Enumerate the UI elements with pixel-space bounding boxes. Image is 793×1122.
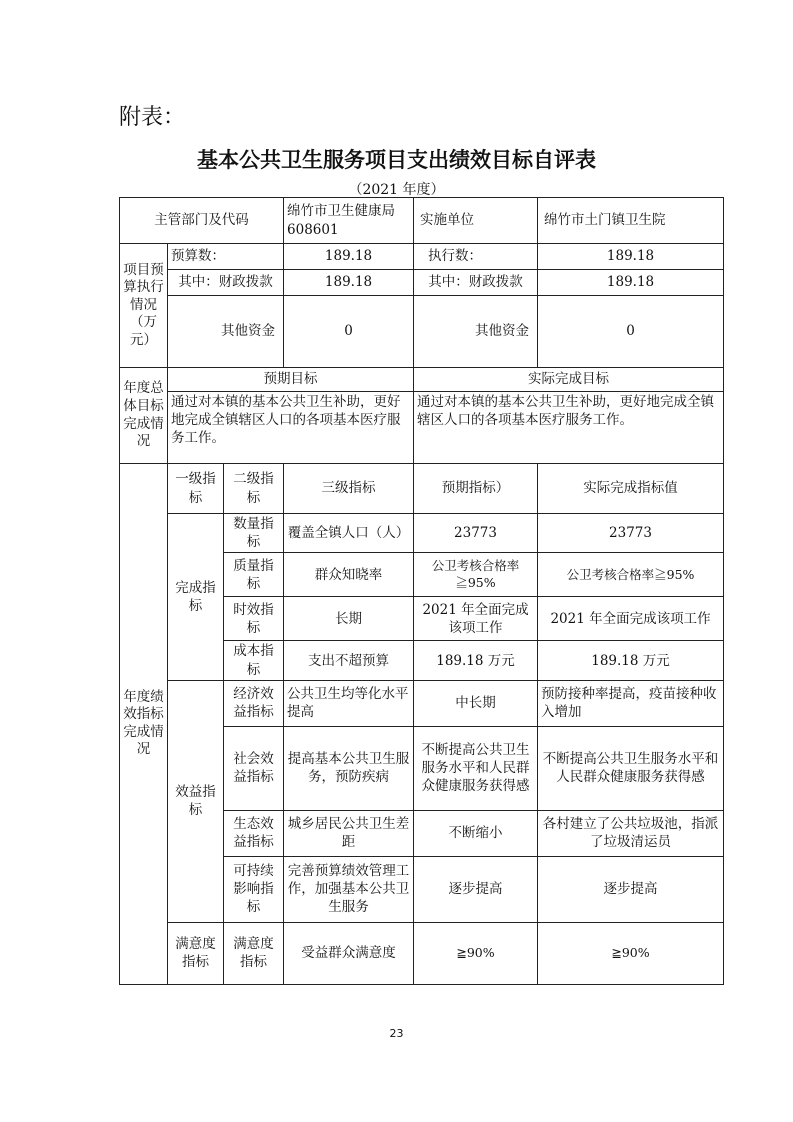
exec-value: 189.18 xyxy=(538,244,724,270)
level2-cell: 满意度指标 xyxy=(224,922,284,984)
expected-cell: 中长期 xyxy=(414,680,538,726)
expected-goal-text: 通过对本镇的基本公共卫生补助，更好地完成全镇辖区人口的各项基本医疗服务工作。 xyxy=(168,392,414,464)
level3-cell: 受益群众满意度 xyxy=(284,922,414,984)
level2-cell: 可持续影响指标 xyxy=(224,856,284,922)
group-benefit: 效益指标 xyxy=(168,680,224,922)
actual-goal-header: 实际完成目标 xyxy=(414,368,724,392)
expected-cell: 不断提高公共卫生服务水平和人民群众健康服务获得感 xyxy=(414,726,538,810)
level2-cell: 社会效益指标 xyxy=(224,726,284,810)
col-expected-header: 预期指标） xyxy=(414,464,538,514)
group-satisfaction: 满意度指标 xyxy=(168,922,224,984)
page-number: 23 xyxy=(389,1027,404,1040)
expected-cell: 不断缩小 xyxy=(414,810,538,856)
group-completion: 完成指标 xyxy=(168,514,224,681)
level2-cell: 时效指标 xyxy=(224,597,284,641)
actual-cell: 预防接种率提高，疫苗接种收入增加 xyxy=(538,680,724,726)
budget-value: 189.18 xyxy=(284,244,414,270)
actual-cell: ≧90% xyxy=(538,922,724,984)
actual-goal-text: 通过对本镇的基本公共卫生补助，更好地完成全镇辖区人口的各项基本医疗服务工作。 xyxy=(414,392,724,464)
actual-cell: 23773 xyxy=(538,514,724,553)
indicators-section-label: 年度绩效指标完成情况 xyxy=(120,464,168,985)
level3-cell: 提高基本公共卫生服务，预防疾病 xyxy=(284,726,414,810)
budget-label: 预算数： xyxy=(168,244,284,270)
dept-label: 主管部门及代码 xyxy=(120,198,284,244)
exec-label: 执行数： xyxy=(414,244,538,270)
expected-cell: 2021 年全面完成该项工作 xyxy=(414,597,538,641)
unit-label: 实施单位 xyxy=(414,198,538,244)
level3-cell: 群众知晓率 xyxy=(284,553,414,597)
level2-cell: 生态效益指标 xyxy=(224,810,284,856)
level3-cell: 完善预算绩效管理工作，加强基本公共卫生服务 xyxy=(284,856,414,922)
fiscal-budget-value: 189.18 xyxy=(284,270,414,296)
other-budget-value: 0 xyxy=(284,296,414,368)
fiscal-exec-value: 189.18 xyxy=(538,270,724,296)
unit-value: 绵竹市土门镇卫生院 xyxy=(538,198,724,244)
level2-cell: 质量指标 xyxy=(224,553,284,597)
actual-cell: 各村建立了公共垃圾池，指派了垃圾清运员 xyxy=(538,810,724,856)
other-exec-label: 其他资金 xyxy=(414,296,538,368)
budget-section-label: 项目预算执行情况（万元） xyxy=(120,244,168,368)
fiscal-exec-label: 其中：财政拨款 xyxy=(414,270,538,296)
other-label: 其他资金 xyxy=(168,296,284,368)
col-level1-header: 一级指标 xyxy=(168,464,224,514)
level3-cell: 支出不超预算 xyxy=(284,641,414,680)
actual-cell: 2021 年全面完成该项工作 xyxy=(538,597,724,641)
level2-cell: 经济效益指标 xyxy=(224,680,284,726)
expected-cell: 23773 xyxy=(414,514,538,553)
actual-cell: 公卫考核合格率≧95% xyxy=(538,553,724,597)
col-level2-header: 二级指标 xyxy=(224,464,284,514)
year-label: （2021 年度） xyxy=(348,182,445,198)
expected-cell: 逐步提高 xyxy=(414,856,538,922)
actual-cell: 不断提高公共卫生服务水平和人民群众健康服务获得感 xyxy=(538,726,724,810)
other-exec-value: 0 xyxy=(538,296,724,368)
col-actual-header: 实际完成指标值 xyxy=(538,464,724,514)
actual-cell: 189.18 万元 xyxy=(538,641,724,680)
fiscal-label: 其中：财政拨款 xyxy=(168,270,284,296)
expected-cell: 189.18 万元 xyxy=(414,641,538,680)
evaluation-table xyxy=(119,197,724,985)
page-title: 基本公共卫生服务项目支出绩效目标自评表 xyxy=(197,148,596,172)
level3-cell: 城乡居民公共卫生差距 xyxy=(284,810,414,856)
level3-cell: 覆盖全镇人口（人） xyxy=(284,514,414,553)
level3-cell: 公共卫生均等化水平提高 xyxy=(284,680,414,726)
level2-cell: 数量指标 xyxy=(224,514,284,553)
expected-goal-header: 预期目标 xyxy=(168,368,414,392)
dept-value: 绵竹市卫生健康局 608601 xyxy=(284,198,414,244)
expected-cell: 公卫考核合格率≧95% xyxy=(414,553,538,597)
col-level3-header: 三级指标 xyxy=(284,464,414,514)
goals-section-label: 年度总体目标完成情况 xyxy=(120,368,168,464)
level2-cell: 成本指标 xyxy=(224,641,284,680)
actual-cell: 逐步提高 xyxy=(538,856,724,922)
level3-cell: 长期 xyxy=(284,597,414,641)
expected-cell: ≧90% xyxy=(414,922,538,984)
appendix-label: 附表： xyxy=(119,105,186,130)
